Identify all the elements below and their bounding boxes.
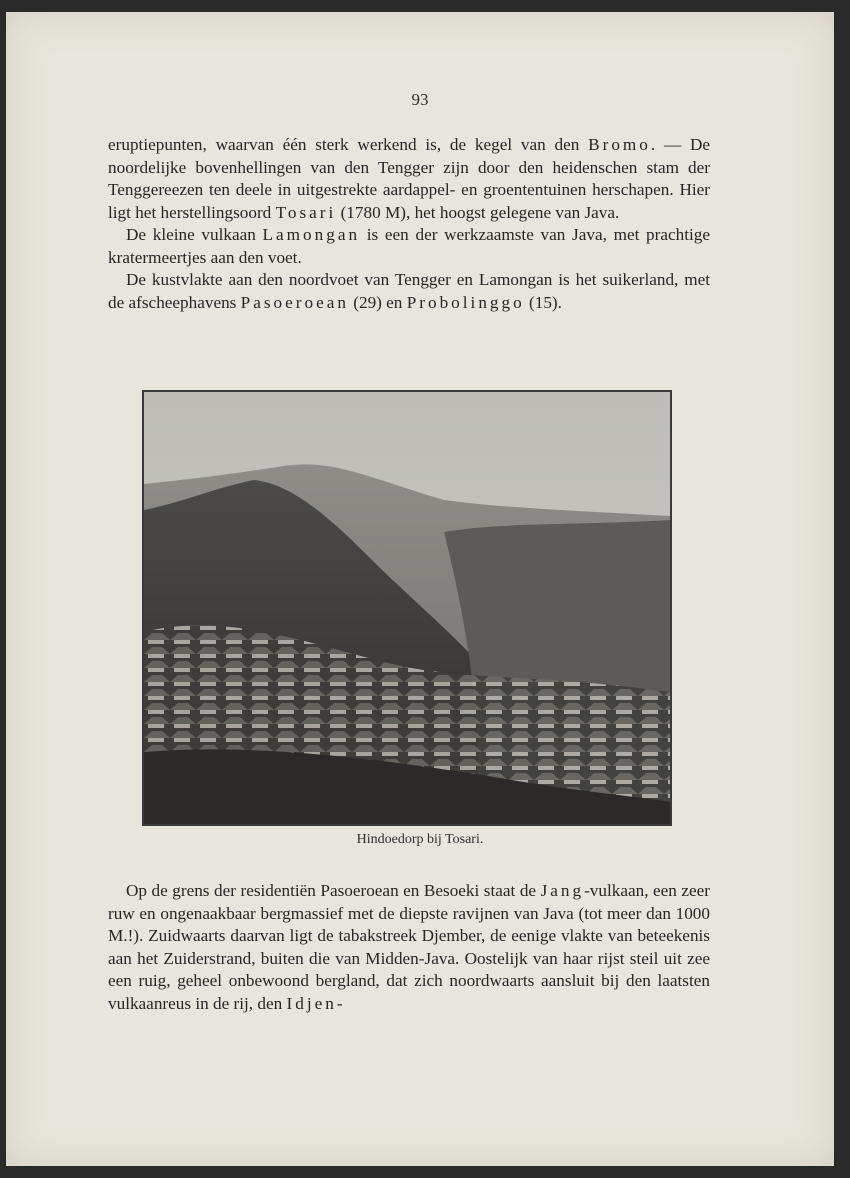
lower-text-block (108, 880, 710, 1015)
text-run: De kustvlakte aan den noordvoet van Tengger en Lamongan is het suikerland, met de afscheephavens (108, 270, 710, 312)
page-number: 93 (411, 90, 429, 109)
paragraph-lamongan (108, 224, 710, 269)
text-run: (29) en (348, 292, 407, 312)
text-run: (1780 M), het hoogst gelegene van Java. (336, 202, 620, 222)
book-page (6, 12, 834, 1166)
text-run: . — De noordelijke bovenhellingen van den Tengger zijn door den heidenschen stam der Tenggereezen ten deele in uitgestrekte aardappel- en groententuinen herschapen. Hier ligt het herstellingsoord (108, 135, 710, 222)
text-run: - (336, 993, 343, 1013)
upper-text-block (108, 134, 710, 314)
spaced-name-run: Lamongan (262, 225, 361, 244)
spaced-name-run: Idjen (286, 993, 337, 1013)
text-run: De kleine vulkaan (126, 225, 263, 244)
paragraph-jang-vulkaan (108, 880, 710, 1015)
spaced-name-run: Pasoeroean (240, 292, 349, 312)
spaced-name-run: Probolinggo (406, 292, 525, 312)
paragraph-kustvlakte (108, 269, 710, 314)
text-run: eruptiepunten, waarvan één sterk werkend is, de kegel van den (108, 135, 589, 154)
photo-caption: Hindoedorp bij Tosari. (356, 832, 484, 847)
photo-hindoedorp (142, 390, 672, 826)
text-run: is een der werkzaamste van Java, met prachtige kratermeertjes aan den voet. (108, 225, 710, 267)
text-run: (15). (524, 292, 562, 312)
village-mountain-photo (144, 392, 670, 824)
spaced-name-run: Jang (540, 881, 585, 900)
text-run: -vulkaan, een zeer ruw en ongenaakbaar bergmassief met de diepste ravijnen van Java (tot meer dan 1000 M.!). Zuidwaarts daarvan ligt de tabakstreek Djember, de eenige vlakte van beteekenis aan het Zuiderstrand, buiten die van Midden-Java. Oostelijk van haar rijst steil uit zee een ruig, geheel onbewoond bergland, dat zich noordwaarts aansluit bij den laatsten vulkaanreus in de rij, den (108, 881, 711, 1013)
paragraph-eruptiepunten (108, 134, 710, 224)
text-run: Op de grens der residentiën Pasoeroean en Besoeki staat de (126, 881, 541, 900)
spaced-name-run: Tosari (275, 202, 337, 222)
spaced-name-run: Bromo (588, 135, 651, 154)
